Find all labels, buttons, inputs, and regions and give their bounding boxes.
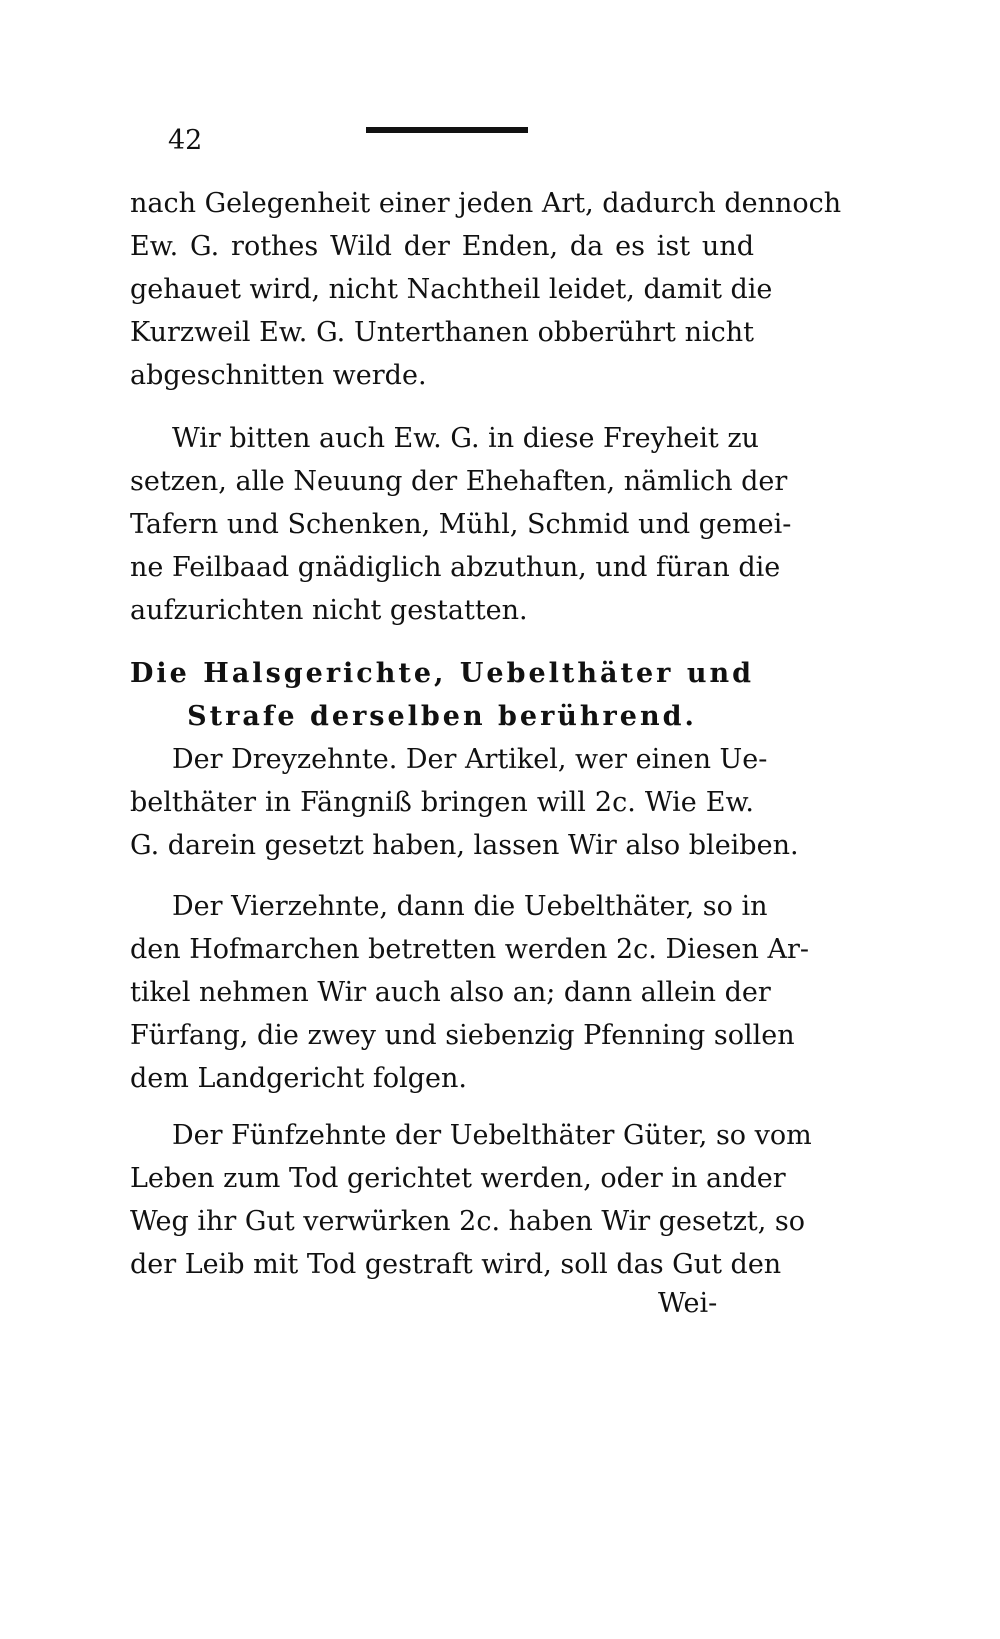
section-heading [130, 652, 754, 738]
text-line: Wir bitten auch Ew. G. in diese Freyheit zu [172, 423, 759, 454]
text-line: den Hofmarchen betretten werden 2c. Diesen Ar- [130, 934, 810, 965]
header-rule [366, 127, 528, 133]
text-line: tikel nehmen Wir auch also an; dann allein der [130, 977, 771, 1008]
paragraph [130, 885, 810, 1100]
text-line: nach Gelegenheit einer jeden Art, dadurch dennoch [130, 188, 842, 219]
catchword: Wei- [658, 1288, 718, 1319]
text-line: setzen, alle Neuung der Ehehaften, nämlich der [130, 466, 788, 497]
text-line: Der Fünfzehnte der Uebelthäter Güter, so vom [172, 1120, 812, 1151]
paragraph [130, 182, 842, 397]
text-line: aufzurichten nicht gestatten. [130, 595, 528, 626]
text-line: abgeschnitten werde. [130, 360, 427, 391]
text-line: der Leib mit Tod gestraft wird, soll das Gut den [130, 1249, 782, 1280]
text-line: Leben zum Tod gerichtet werden, oder in ander [130, 1163, 786, 1194]
text-line: Der Dreyzehnte. Der Artikel, wer einen Ue- [172, 744, 768, 775]
text-line: dem Landgericht folgen. [130, 1063, 468, 1094]
text-line: G. darein gesetzt haben, lassen Wir also bleiben. [130, 830, 799, 861]
text-line: gehauet wird, nicht Nachtheil leidet, damit die [130, 274, 773, 305]
text-line: belthäter in Fängniß bringen will 2c. Wie Ew. [130, 787, 754, 818]
text-line: Fürfang, die zwey und siebenzig Pfenning sollen [130, 1020, 795, 1051]
paragraph [130, 417, 792, 632]
text-line: Ew. G. rothes Wild der Enden, da es ist und [130, 231, 754, 262]
text-line: Tafern und Schenken, Mühl, Schmid und gemei- [130, 509, 792, 540]
text-line: ne Feilbaad gnädiglich abzuthun, und füran die [130, 552, 781, 583]
paragraph [130, 738, 799, 867]
heading-line: Die Halsgerichte, Uebelthäter und [130, 658, 754, 689]
paragraph [130, 1114, 812, 1286]
text-line: Der Vierzehnte, dann die Uebelthäter, so in [172, 891, 768, 922]
text-line: Kurzweil Ew. G. Unterthanen obberührt nicht [130, 317, 754, 348]
page-number: 42 [168, 125, 203, 156]
heading-line: Strafe derselben berührend. [187, 701, 697, 732]
text-line: Weg ihr Gut verwürken 2c. haben Wir gesetzt, so [130, 1206, 806, 1237]
